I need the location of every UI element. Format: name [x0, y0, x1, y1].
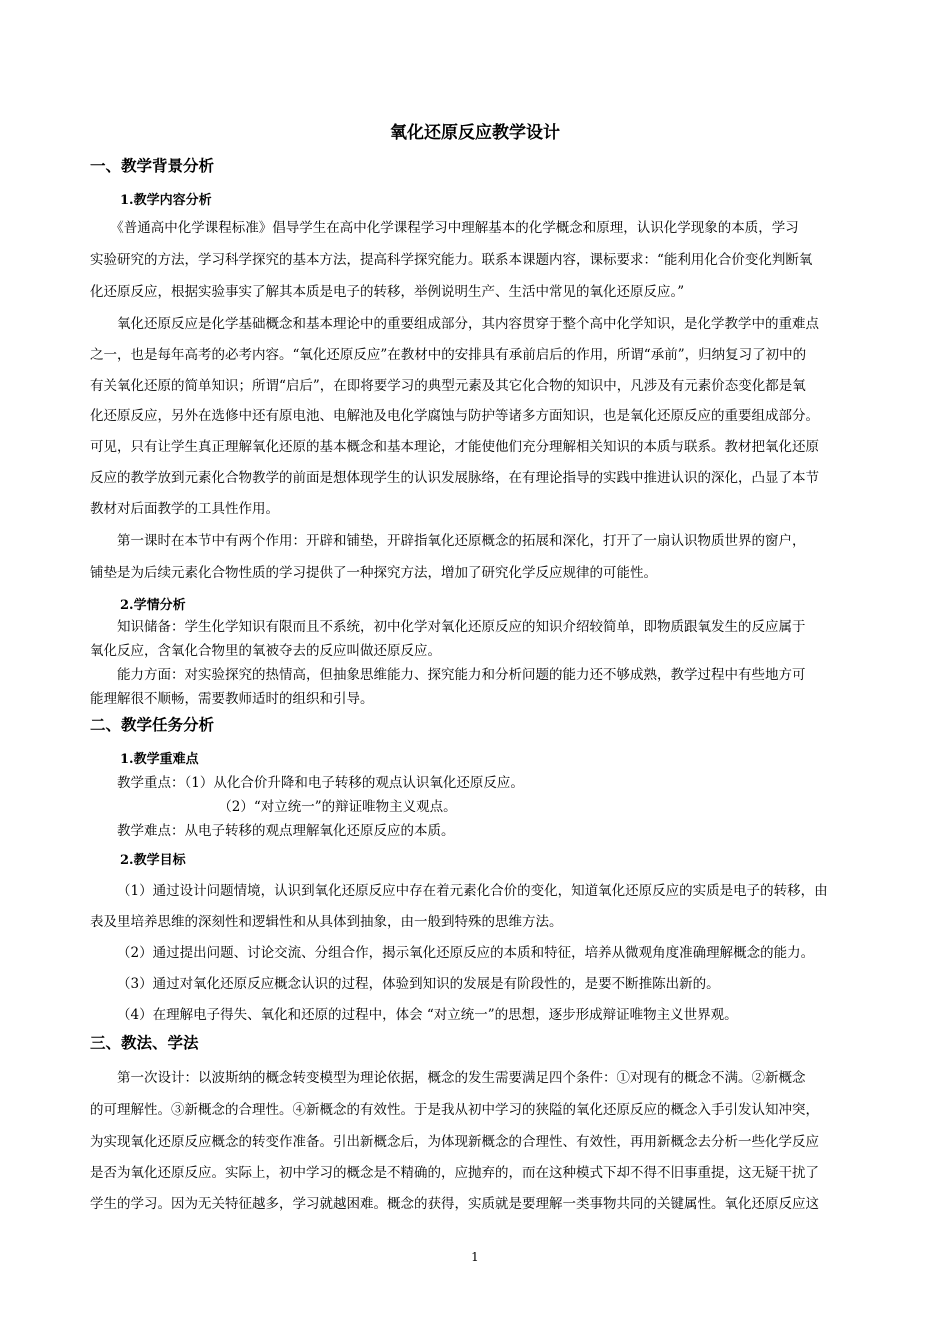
- paragraph-line: 氧化反应，含氧化合物里的氧被夺去的反应叫做还原反应。: [90, 643, 441, 659]
- paragraph-line: 教材对后面教学的工具性作用。: [90, 501, 279, 517]
- key-point-line: 教学重点：（1）从化合价升降和电子转移的观点认识氧化还原反应。: [90, 775, 524, 791]
- paragraph-line: 的可理解性。③新概念的合理性。④新概念的有效性。于是我从初中学习的狭隘的氧化还原反应的概念入手引发认知冲突，: [90, 1102, 819, 1118]
- difficulty-line: 教学难点：从电子转移的观点理解氧化还原反应的本质。: [90, 823, 455, 839]
- paragraph-line: 为实现氧化还原反应概念的转变作准备。引出新概念后，为体现新概念的合理性、有效性，再用新概念去分析一些化学反应: [90, 1134, 819, 1150]
- paragraph-line: 能理解很不顺畅，需要教师适时的组织和引导。: [90, 691, 374, 707]
- paragraph-line: 第一次设计：以波斯纳的概念转变模型为理论依据，概念的发生需要满足四个条件：①对现有的概念不满。②新概念: [90, 1070, 806, 1086]
- goal-line: （4）在理解电子得失、氧化和还原的过程中，体会 “对立统一”的思想，逐步形成辩证唯物主义世界观。: [117, 1007, 738, 1023]
- goal-line: （2）通过提出问题、讨论交流、分组合作，揭示氧化还原反应的本质和特征，培养从微观角度准确理解概念的能力。: [117, 945, 815, 961]
- section-heading-methods: 三、教法、学法: [90, 1034, 199, 1052]
- subheading-key-points: 1.教学重难点: [120, 752, 199, 767]
- document-title: 氧化还原反应教学设计: [390, 123, 560, 143]
- paragraph-line: 能力方面：对实验探究的热情高，但抽象思维能力、探究能力和分析问题的能力还不够成熟，教学过程中有些地方可: [90, 667, 806, 683]
- goal-line: （3）通过对氧化还原反应概念认识的过程，体验到知识的发展是有阶段性的，是要不断推陈出新的。: [117, 976, 720, 992]
- subheading-student-analysis: 2.学情分析: [120, 598, 186, 613]
- paragraph-line: 第一课时在本节中有两个作用：开辟和铺垫，开辟指氧化还原概念的拓展和深化，打开了一扇认识物质世界的窗户，: [90, 533, 806, 549]
- section-heading-background: 一、教学背景分析: [90, 157, 215, 175]
- paragraph-line: 有关氧化还原的简单知识；所谓“启后”，在即将要学习的典型元素及其它化合物的知识中，凡涉及有元素价态变化都是氧: [90, 378, 806, 394]
- subheading-content-analysis: 1.教学内容分析: [120, 193, 212, 208]
- goal-line: （1）通过设计问题情境，认识到氧化还原反应中存在着元素化合价的变化，知道氧化还原反应的实质是电子的转移，由: [117, 883, 828, 899]
- page-number: 1: [471, 1250, 479, 1264]
- paragraph-line: 实验研究的方法，学习科学探究的基本方法，提高科学探究能力。联系本课题内容，课标要求：“能利用化合价变化判断氧: [90, 252, 813, 268]
- paragraph-line: 化还原反应，根据实验事实了解其本质是电子的转移，举例说明生产、生活中常见的氧化还原反应。”: [90, 284, 685, 300]
- subheading-goals: 2.教学目标: [120, 853, 186, 868]
- paragraph-line: 是否为氧化还原反应。实际上，初中学习的概念是不精确的，应抛弃的，而在这种模式下却不得不旧事重提，这无疑干扰了: [90, 1165, 819, 1181]
- paragraph-line: 之一，也是每年高考的必考内容。“氧化还原反应”在教材中的安排具有承前启后的作用，所谓“承前”，归纳复习了初中的: [90, 347, 807, 363]
- goal-line: 表及里培养思维的深刻性和逻辑性和从具体到抽象，由一般到特殊的思维方法。: [90, 914, 563, 930]
- paragraph-line: 反应的教学放到元素化合物教学的前面是想体现学生的认识发展脉络，在有理论指导的实践中推进认识的深化，凸显了本节: [90, 470, 819, 486]
- paragraph-line: 可见，只有让学生真正理解氧化还原的基本概念和基本理论，才能使他们充分理解相关知识的本质与联系。教材把氧化还原: [90, 439, 819, 455]
- section-heading-task: 二、教学任务分析: [90, 716, 215, 734]
- paragraph-line: 学生的学习。因为无关特征越多，学习就越困难。概念的获得，实质就是要理解一类事物共同的关键属性。氧化还原反应这: [90, 1196, 819, 1212]
- paragraph-line: 化还原反应，另外在选修中还有原电池、电解池及电化学腐蚀与防护等诸多方面知识，也是氧化还原反应的重要组成部分。: [90, 408, 819, 424]
- key-point-line: （2）“对立统一”的辩证唯物主义观点。: [90, 799, 457, 815]
- paragraph-line: 铺垫是为后续元素化合物性质的学习提供了一种探究方法，增加了研究化学反应规律的可能性。: [90, 565, 657, 581]
- paragraph-line: 《普通高中化学课程标准》倡导学生在高中化学课程学习中理解基本的化学概念和原理，认识化学现象的本质，学习: [90, 220, 799, 236]
- paragraph-line: 氧化还原反应是化学基础概念和基本理论中的重要组成部分，其内容贯穿于整个高中化学知识，是化学教学中的重难点: [90, 316, 819, 332]
- paragraph-line: 知识储备：学生化学知识有限而且不系统，初中化学对氧化还原反应的知识介绍较简单，即物质跟氧发生的反应属于: [90, 619, 806, 635]
